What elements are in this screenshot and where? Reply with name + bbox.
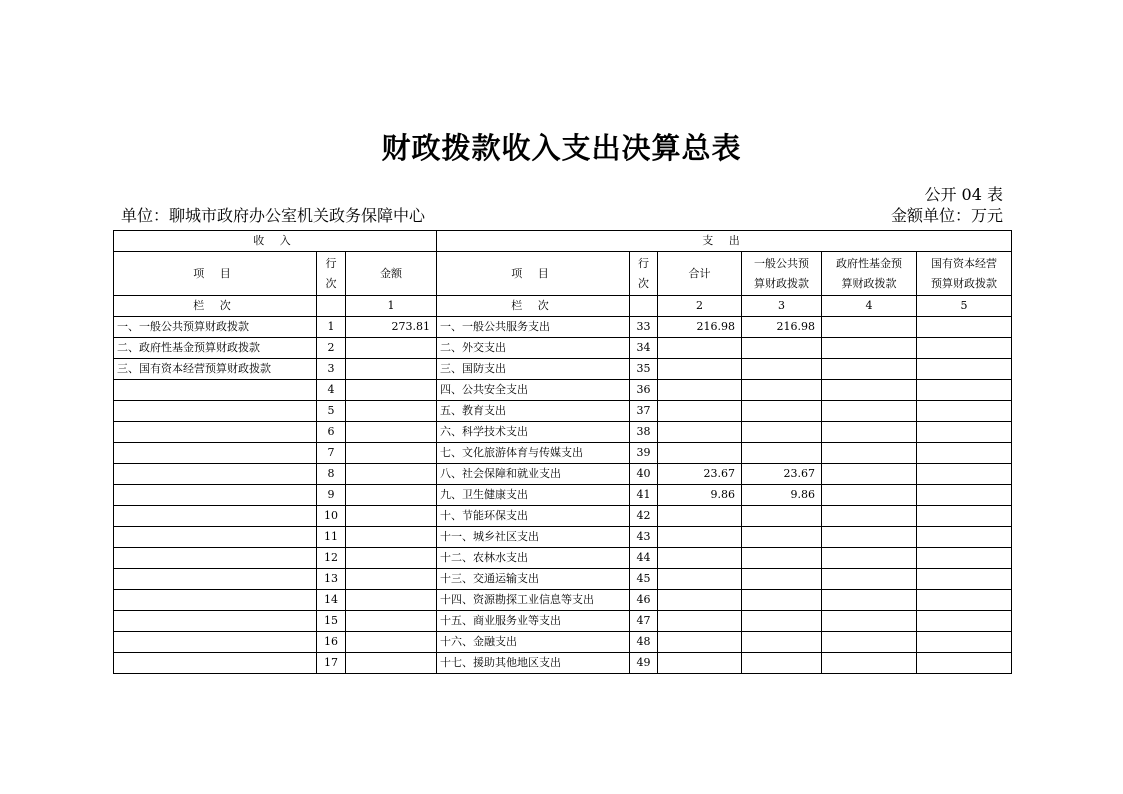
income-amount-cell	[346, 611, 437, 632]
state-capital-cell	[917, 548, 1012, 569]
income-item-cell	[114, 443, 317, 464]
fiscal-table	[113, 230, 1012, 674]
income-amount-header: 金额	[346, 252, 437, 296]
table-row	[114, 380, 1012, 401]
income-row-no-cell: 5	[317, 401, 346, 422]
general-budget-cell	[742, 590, 822, 611]
general-budget-line2: 算财政拨款	[754, 276, 810, 290]
expense-item-cell: 十四、资源勘探工业信息等支出	[437, 590, 630, 611]
income-item-cell	[114, 632, 317, 653]
total-header: 合计	[658, 252, 742, 296]
income-row-no-cell: 15	[317, 611, 346, 632]
general-budget-cell: 23.67	[742, 464, 822, 485]
table-row	[114, 443, 1012, 464]
gov-fund-cell	[822, 653, 917, 674]
income-row-no-cell: 11	[317, 527, 346, 548]
total-cell	[658, 380, 742, 401]
state-capital-cell	[917, 569, 1012, 590]
expense-item-cell: 六、科学技术支出	[437, 422, 630, 443]
gov-fund-line2: 算财政拨款	[841, 276, 897, 290]
state-capital-cell	[917, 464, 1012, 485]
table-body	[114, 231, 1012, 674]
income-item-cell	[114, 569, 317, 590]
income-item-cell	[114, 590, 317, 611]
gov-fund-cell	[822, 485, 917, 506]
income-amount-cell	[346, 359, 437, 380]
general-budget-cell: 9.86	[742, 485, 822, 506]
state-capital-cell	[917, 317, 1012, 338]
total-cell	[658, 590, 742, 611]
gov-fund-cell	[822, 590, 917, 611]
expense-item-cell: 十、节能环保支出	[437, 506, 630, 527]
state-capital-line2: 预算财政拨款	[931, 276, 998, 290]
gov-fund-cell	[822, 611, 917, 632]
table-row	[114, 464, 1012, 485]
row-no-top: 行	[325, 256, 337, 270]
total-cell: 23.67	[658, 464, 742, 485]
gov-fund-cell	[822, 548, 917, 569]
total-cell	[658, 632, 742, 653]
gov-fund-cell	[822, 401, 917, 422]
income-row-no-cell: 17	[317, 653, 346, 674]
expense-row-no-cell: 40	[630, 464, 658, 485]
table-row	[114, 653, 1012, 674]
total-cell	[658, 653, 742, 674]
general-budget-cell	[742, 653, 822, 674]
income-amount-cell	[346, 422, 437, 443]
income-amount-cell	[346, 485, 437, 506]
total-cell	[658, 506, 742, 527]
column-number-row	[114, 296, 1012, 317]
total-cell	[658, 401, 742, 422]
general-budget-line1: 一般公共预	[754, 256, 810, 270]
gov-fund-cell	[822, 632, 917, 653]
total-cell	[658, 443, 742, 464]
expense-row-no-cell: 45	[630, 569, 658, 590]
income-row-no-cell: 12	[317, 548, 346, 569]
col-number-4: 4	[822, 296, 917, 317]
general-budget-cell	[742, 506, 822, 527]
state-capital-cell	[917, 443, 1012, 464]
state-capital-cell	[917, 338, 1012, 359]
expense-row-no-cell: 48	[630, 632, 658, 653]
income-amount-cell	[346, 443, 437, 464]
expense-row-no-cell: 35	[630, 359, 658, 380]
total-cell	[658, 359, 742, 380]
expense-row-no-cell: 37	[630, 401, 658, 422]
state-capital-cell	[917, 527, 1012, 548]
income-amount-cell	[346, 506, 437, 527]
income-item-cell	[114, 611, 317, 632]
income-row-no-cell: 9	[317, 485, 346, 506]
income-amount-cell	[346, 548, 437, 569]
row-no-bottom: 次	[325, 276, 337, 290]
expense-row-no-cell: 41	[630, 485, 658, 506]
expense-item-cell: 十五、商业服务业等支出	[437, 611, 630, 632]
income-item-cell	[114, 485, 317, 506]
gov-fund-cell	[822, 422, 917, 443]
col-number-5: 5	[917, 296, 1012, 317]
table-row	[114, 506, 1012, 527]
total-cell	[658, 569, 742, 590]
income-item-cell: 二、政府性基金预算财政拨款	[114, 338, 317, 359]
total-cell	[658, 527, 742, 548]
expense-col-no-blank	[630, 296, 658, 317]
table-row	[114, 359, 1012, 380]
state-capital-cell	[917, 401, 1012, 422]
table-row	[114, 485, 1012, 506]
total-cell: 216.98	[658, 317, 742, 338]
income-amount-cell	[346, 464, 437, 485]
expense-row-no-cell: 33	[630, 317, 658, 338]
general-budget-cell	[742, 338, 822, 359]
income-amount-cell	[346, 653, 437, 674]
income-item-cell: 一、一般公共预算财政拨款	[114, 317, 317, 338]
general-budget-cell	[742, 632, 822, 653]
income-amount-cell	[346, 632, 437, 653]
gov-fund-header	[822, 252, 917, 296]
income-column-label: 栏 次	[114, 296, 317, 317]
state-capital-cell	[917, 485, 1012, 506]
state-capital-line1: 国有资本经营	[931, 256, 998, 270]
income-amount-cell	[346, 338, 437, 359]
income-item-cell	[114, 506, 317, 527]
expense-row-no-cell: 39	[630, 443, 658, 464]
general-budget-cell	[742, 443, 822, 464]
table-row	[114, 569, 1012, 590]
state-capital-cell	[917, 359, 1012, 380]
total-cell	[658, 422, 742, 443]
state-capital-cell	[917, 590, 1012, 611]
state-capital-cell	[917, 380, 1012, 401]
header-row-1	[114, 231, 1012, 252]
col-number-2: 2	[658, 296, 742, 317]
expense-row-no-cell: 47	[630, 611, 658, 632]
income-amount-cell	[346, 527, 437, 548]
general-budget-cell	[742, 527, 822, 548]
general-budget-cell	[742, 401, 822, 422]
state-capital-cell	[917, 611, 1012, 632]
expense-header: 支 出	[437, 231, 1012, 252]
expense-row-no-cell: 42	[630, 506, 658, 527]
table-row	[114, 317, 1012, 338]
total-cell	[658, 611, 742, 632]
income-row-no-cell: 7	[317, 443, 346, 464]
general-budget-cell	[742, 359, 822, 380]
gov-fund-cell	[822, 338, 917, 359]
form-number: 公开 04 表	[924, 185, 1003, 204]
income-amount-cell: 273.81	[346, 317, 437, 338]
income-row-no-header	[317, 252, 346, 296]
expense-item-cell: 十六、金融支出	[437, 632, 630, 653]
amount-unit: 金额单位：万元	[890, 206, 1003, 225]
income-row-no-cell: 3	[317, 359, 346, 380]
total-cell	[658, 548, 742, 569]
expense-item-cell: 十七、援助其他地区支出	[437, 653, 630, 674]
income-header: 收 入	[114, 231, 437, 252]
expense-row-no-cell: 38	[630, 422, 658, 443]
expense-item-cell: 七、文化旅游体育与传媒支出	[437, 443, 630, 464]
expense-item-cell: 四、公共安全支出	[437, 380, 630, 401]
table-row	[114, 548, 1012, 569]
expense-row-no-cell: 34	[630, 338, 658, 359]
page-title: 财政拨款收入支出决算总表	[381, 131, 742, 165]
gov-fund-cell	[822, 464, 917, 485]
general-budget-cell	[742, 569, 822, 590]
income-col-no-blank	[317, 296, 346, 317]
table-row	[114, 527, 1012, 548]
state-capital-cell	[917, 653, 1012, 674]
income-amount-cell	[346, 401, 437, 422]
expense-item-cell: 一、一般公共服务支出	[437, 317, 630, 338]
expense-row-no-cell: 43	[630, 527, 658, 548]
gov-fund-line1: 政府性基金预	[836, 256, 903, 270]
gov-fund-cell	[822, 569, 917, 590]
income-row-no-cell: 4	[317, 380, 346, 401]
income-item-cell	[114, 380, 317, 401]
general-budget-cell	[742, 422, 822, 443]
gov-fund-cell	[822, 359, 917, 380]
expense-column-label: 栏 次	[437, 296, 630, 317]
expense-item-cell: 十三、交通运输支出	[437, 569, 630, 590]
income-item-cell	[114, 464, 317, 485]
gov-fund-cell	[822, 317, 917, 338]
row-no-top: 行	[638, 256, 650, 270]
gov-fund-cell	[822, 443, 917, 464]
expense-item-cell: 五、教育支出	[437, 401, 630, 422]
total-cell	[658, 338, 742, 359]
expense-item-cell: 八、社会保障和就业支出	[437, 464, 630, 485]
income-item-cell	[114, 548, 317, 569]
table-row	[114, 338, 1012, 359]
state-capital-cell	[917, 422, 1012, 443]
income-row-no-cell: 1	[317, 317, 346, 338]
table-row	[114, 422, 1012, 443]
col-number-3: 3	[742, 296, 822, 317]
income-item-cell: 三、国有资本经营预算财政拨款	[114, 359, 317, 380]
table-row	[114, 401, 1012, 422]
income-amount-cell	[346, 380, 437, 401]
expense-row-no-header	[630, 252, 658, 296]
income-item-cell	[114, 422, 317, 443]
income-item-cell	[114, 653, 317, 674]
expense-item-cell: 三、国防支出	[437, 359, 630, 380]
row-no-bottom: 次	[638, 276, 650, 290]
income-item-header: 项 目	[114, 252, 317, 296]
general-budget-cell	[742, 380, 822, 401]
income-row-no-cell: 2	[317, 338, 346, 359]
table-row	[114, 632, 1012, 653]
income-row-no-cell: 8	[317, 464, 346, 485]
expense-row-no-cell: 44	[630, 548, 658, 569]
income-row-no-cell: 6	[317, 422, 346, 443]
income-row-no-cell: 13	[317, 569, 346, 590]
expense-item-header: 项 目	[437, 252, 630, 296]
income-row-no-cell: 14	[317, 590, 346, 611]
expense-row-no-cell: 36	[630, 380, 658, 401]
income-amount-cell	[346, 569, 437, 590]
income-row-no-cell: 10	[317, 506, 346, 527]
income-row-no-cell: 16	[317, 632, 346, 653]
expense-item-cell: 二、外交支出	[437, 338, 630, 359]
state-capital-cell	[917, 632, 1012, 653]
table-row	[114, 590, 1012, 611]
general-budget-cell: 216.98	[742, 317, 822, 338]
income-item-cell	[114, 401, 317, 422]
expense-item-cell: 十二、农林水支出	[437, 548, 630, 569]
table-row	[114, 611, 1012, 632]
header-row-2	[114, 252, 1012, 296]
income-amount-cell	[346, 590, 437, 611]
general-budget-header	[742, 252, 822, 296]
expense-row-no-cell: 46	[630, 590, 658, 611]
expense-item-cell: 十一、城乡社区支出	[437, 527, 630, 548]
general-budget-cell	[742, 548, 822, 569]
unit-name: 单位：聊城市政府办公室机关政务保障中心	[121, 206, 426, 225]
state-capital-cell	[917, 506, 1012, 527]
state-capital-header	[917, 252, 1012, 296]
expense-row-no-cell: 49	[630, 653, 658, 674]
gov-fund-cell	[822, 527, 917, 548]
gov-fund-cell	[822, 380, 917, 401]
general-budget-cell	[742, 611, 822, 632]
col-number-1: 1	[346, 296, 437, 317]
expense-item-cell: 九、卫生健康支出	[437, 485, 630, 506]
income-item-cell	[114, 527, 317, 548]
gov-fund-cell	[822, 506, 917, 527]
total-cell: 9.86	[658, 485, 742, 506]
